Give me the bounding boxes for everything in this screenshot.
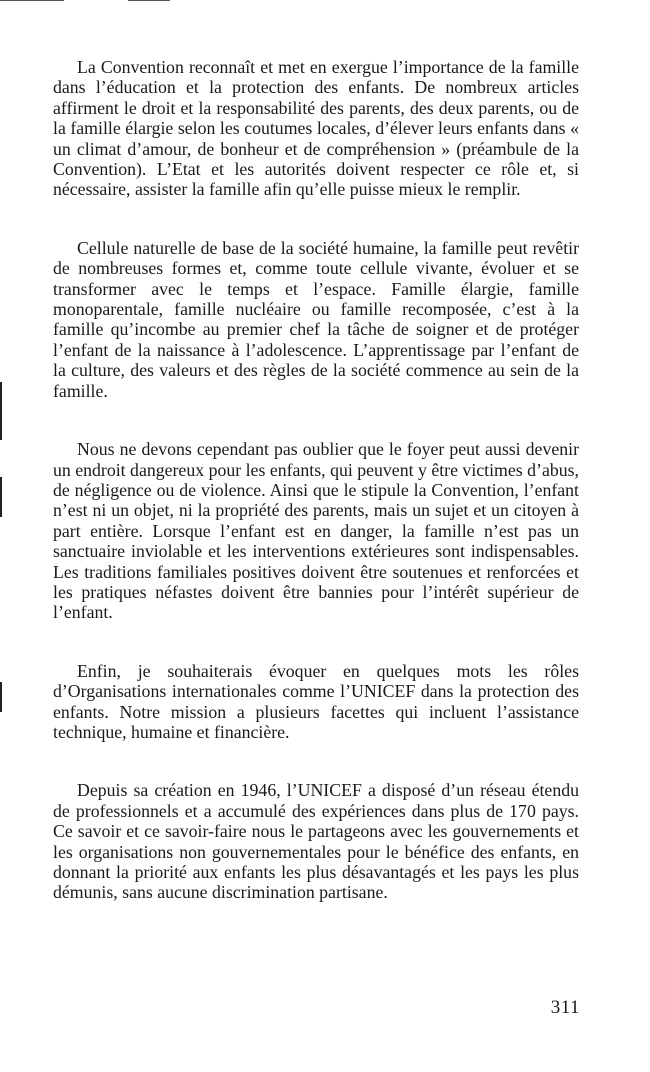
paragraph-family-cell: Cellule naturelle de base de la société humaine, la famille peut revêtir de nombreuses formes et, comme toute cellule vivante, évoluer et se transformer avec le temps et l’espace. Famille élargie, famille monoparentale, famille nucléaire ou famille recomposée, c’est à la famille qu’incombe au premier chef la tâche de soigner et de protéger l’enfant de la naissance à l’adolescence. L’apprentissage par l’enfant de la culture, des valeurs et des règles de la société commence au sein de la famille.: [53, 237, 579, 401]
paragraph-international-organizations: Enfin, je souhaiterais évoquer en quelques mots les rôles d’Organisations internationales comme l’UNICEF dans la protection des enfants. Notre mission a plusieurs facettes qui incluent l’assistance technique, humaine et financière.: [53, 660, 579, 742]
paragraph-unicef-history: Depuis sa création en 1946, l’UNICEF a disposé d’un réseau étendu de professionnels et a accumulé des expériences dans plus de 170 pays. Ce savoir et ce savoir-faire nous le partageons avec les gouvernements et les organisations non gouvernementales pour le bénéfice des enfants, en donnant la priorité aux enfants les plus désavantagés et les pays les plus démunis, sans aucune discrimination partisane.: [53, 780, 579, 903]
page-body: [53, 57, 579, 941]
paragraph-home-danger: Nous ne devons cependant pas oublier que le foyer peut aussi devenir un endroit dangereux pour les enfants, qui peuvent y être victimes d’abus, de négligence ou de violence. Ainsi que le stipule la Convention, l’enfant n’est ni un objet, ni la propriété des parents, mais un sujet et un citoyen à part entière. Lorsque l’enfant est en danger, la famille n’est pas un sanctuaire inviolable et les interventions extérieures sont indispensables. Les traditions familiales positives doivent être soutenues et renforcées et les pratiques néfastes doivent être bannies pour l’intérêt supérieur de l’enfant.: [53, 439, 579, 623]
scan-edge-rule-left: [0, 0, 64, 1]
page-number: 311: [550, 997, 580, 1018]
margin-scan-mark: [0, 682, 2, 712]
margin-scan-mark: [0, 477, 2, 517]
scan-edge-rule-right: [128, 0, 170, 1]
margin-scan-mark: [0, 382, 2, 440]
paragraph-family-role: La Convention reconnaît et met en exergue l’importance de la famille dans l’éducation et la protection des enfants. De nombreux articles affirment le droit et la responsabilité des parents, des deux parents, ou de la famille élargie selon les coutumes locales, d’élever leurs enfants dans « un climat d’amour, de bonheur et de compréhension » (préambule de la Convention). L’Etat et les autorités doivent respecter ce rôle et, si nécessaire, assister la famille afin qu’elle puisse mieux le remplir.: [53, 57, 579, 200]
